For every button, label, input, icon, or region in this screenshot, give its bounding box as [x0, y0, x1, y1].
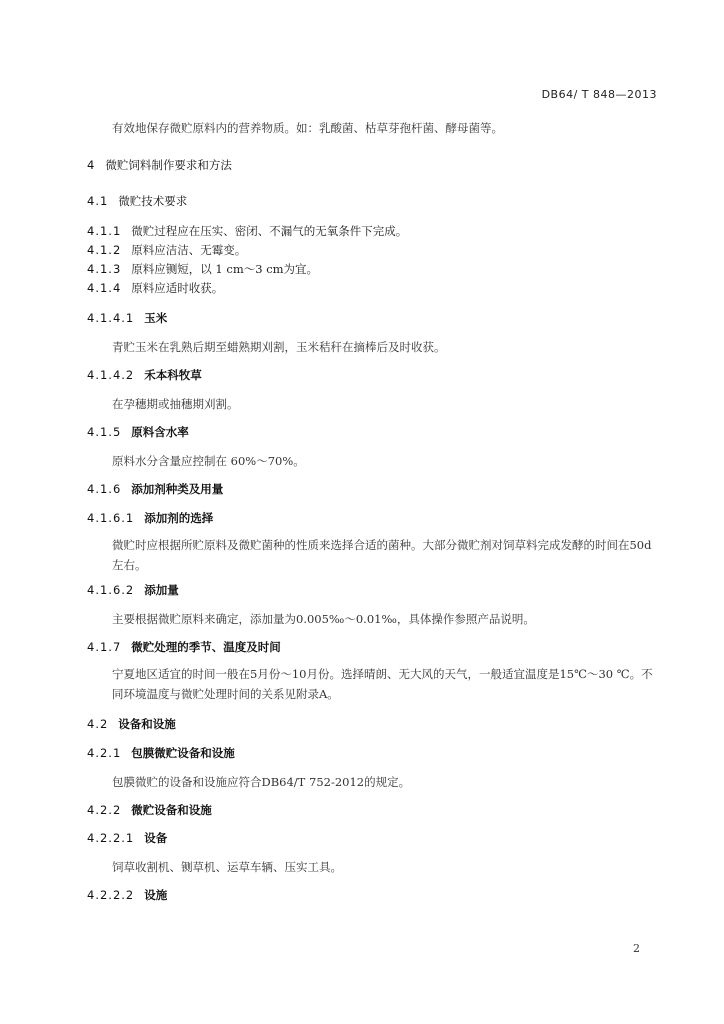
clause-4-1-2: 4.1.2 原料应洁洁、无霉变。 — [87, 243, 247, 257]
paragraph: 包膜微贮的设备和设施应符合DB64/T 752-2012的规定。 — [112, 775, 411, 789]
paragraph: 原料水分含量应控制在 60%～70%。 — [112, 454, 305, 468]
paragraph: 宁夏地区适宜的时间一般在5月份～10月份。选择晴朗、无大风的天气，一般适宜温度是15℃～30 ℃。不同环境温度与微贮处理时间的关系见附录A。 — [112, 667, 653, 701]
paragraph: 有效地保存微贮原料内的营养物质。如：乳酸菌、枯草芽孢杆菌、酵母菌等。 — [112, 121, 503, 135]
clause-4-1-1: 4.1.1 微贮过程应在压实、密闭、不漏气的无氧条件下完成。 — [87, 224, 408, 238]
page-number: 2 — [633, 942, 640, 955]
clause-4-2-2-2: 4.2.2.2 设施 — [87, 888, 168, 902]
clause-4-2-2: 4.2.2 微贮设备和设施 — [87, 803, 212, 817]
paragraph: 主要根据微贮原料来确定，添加量为0.005‰～0.01‰，具体操作参照产品说明。 — [112, 612, 535, 626]
clause-4-1-4: 4.1.4 原料应适时收获。 — [87, 281, 224, 295]
clause-4-1-6-2: 4.1.6.2 添加量 — [87, 583, 179, 597]
paragraph: 微贮时应根据所贮原料及微贮菌种的性质来选择合适的菌种。大部分微贮剂对饲草料完成发酵的时间在50d左右。 — [112, 538, 652, 572]
clause-4-2-1: 4.2.1 包膜微贮设备和设施 — [87, 746, 235, 760]
clause-4-1-7: 4.1.7 微贮处理的季节、温度及时间 — [87, 640, 281, 654]
clause-4-1-6: 4.1.6 添加剂种类及用量 — [87, 482, 224, 496]
section-heading-4: 4 微贮饲料制作要求和方法 — [87, 158, 232, 172]
clause-4-1-6-1: 4.1.6.1 添加剂的选择 — [87, 511, 214, 525]
clause-4-2-2-1: 4.2.2.1 设备 — [87, 831, 168, 845]
paragraph: 青贮玉米在乳熟后期至蜡熟期刈割，玉米秸秆在摘棒后及时收获。 — [112, 340, 446, 354]
standard-code-header: DB64/ T 848—2013 — [541, 88, 657, 101]
paragraph: 在孕穗期或抽穗期刈割。 — [112, 397, 239, 411]
paragraph: 饲草收割机、铡草机、运草车辆、压实工具。 — [112, 860, 342, 874]
section-heading-4-2: 4.2 设备和设施 — [87, 717, 176, 731]
clause-4-1-4-2: 4.1.4.2 禾本科牧草 — [87, 368, 202, 382]
clause-4-1-3: 4.1.3 原料应铡短，以 1 cm～3 cm为宜。 — [87, 262, 319, 276]
clause-4-1-4-1: 4.1.4.1 玉米 — [87, 311, 168, 325]
clause-4-1-5: 4.1.5 原料含水率 — [87, 425, 189, 439]
section-heading-4-1: 4.1 微贮技术要求 — [87, 194, 188, 208]
